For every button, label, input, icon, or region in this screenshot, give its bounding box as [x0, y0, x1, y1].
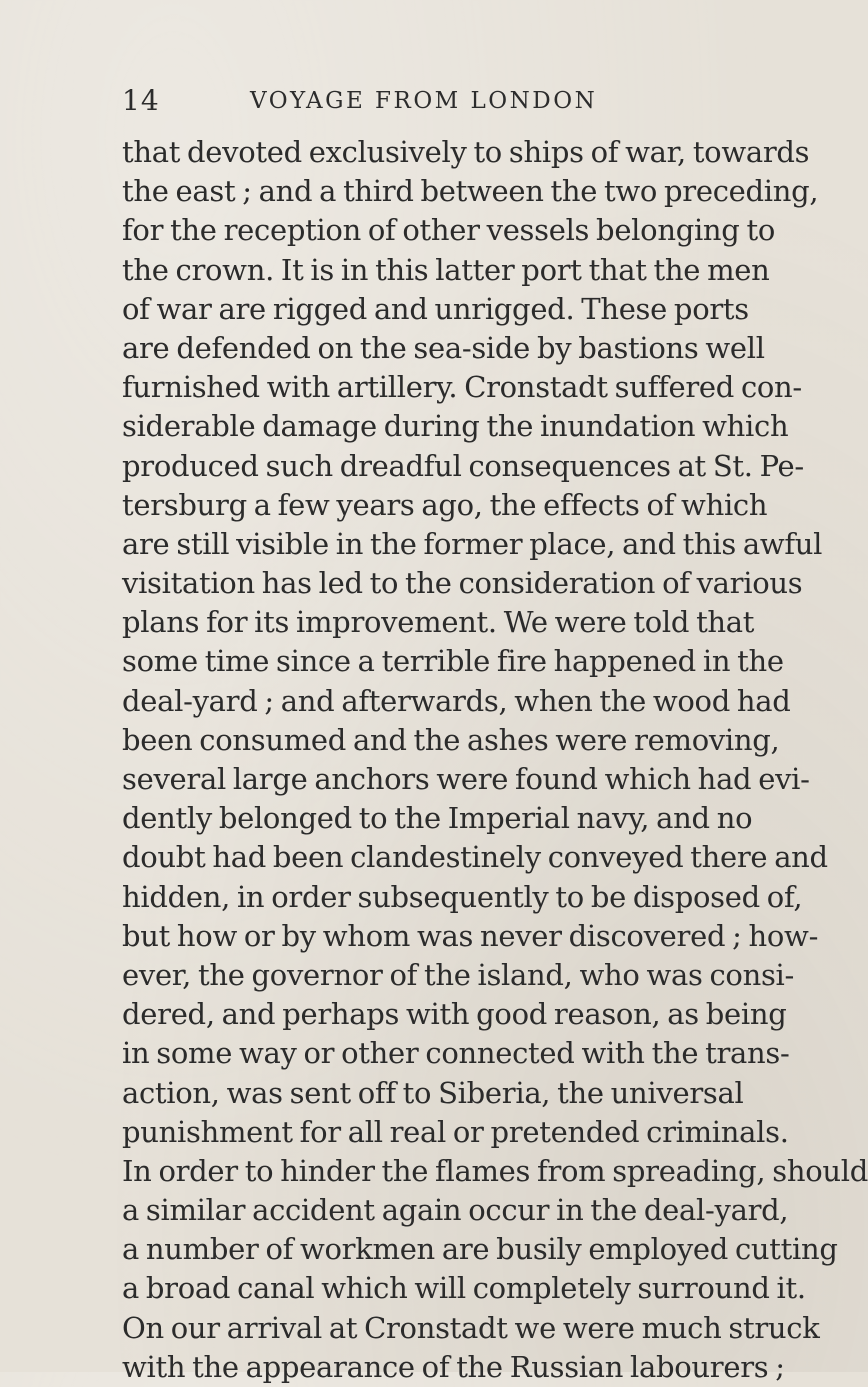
running-head — [122, 84, 722, 124]
text-line: produced such dreadful consequences at St. Pe- — [122, 448, 804, 483]
text-line: are defended on the sea-side by bastions well — [122, 330, 765, 365]
text-line: of war are rigged and unrigged. These ports — [122, 291, 749, 326]
text-line: a similar accident again occur in the deal-yard, — [122, 1193, 789, 1228]
text-line: visitation has led to the consideration of various — [122, 566, 803, 601]
text-line: been consumed and the ashes were removing, — [122, 722, 780, 757]
text-line: a broad canal which will completely surround it. — [122, 1271, 806, 1306]
text-line: tersburg a few years ago, the effects of which — [122, 487, 768, 522]
text-line: but how or by whom was never discovered ; how- — [122, 918, 819, 953]
text-line: hidden, in order subsequently to be disposed of, — [122, 879, 803, 914]
page-number: 14 — [122, 84, 160, 117]
running-title: VOYAGE FROM LONDON — [250, 88, 598, 114]
text-line: a number of workmen are busily employed cutting — [122, 1232, 838, 1267]
text-line: doubt had been clandestinely conveyed there and — [122, 840, 828, 875]
text-line: action, was sent off to Siberia, the universal — [122, 1075, 744, 1110]
text-line: On our arrival at Cronstadt we were much struck — [122, 1310, 820, 1345]
text-line: punishment for all real or pretended criminals. — [122, 1114, 789, 1149]
text-line: with the appearance of the Russian labourers ; — [122, 1349, 785, 1384]
body-text — [122, 133, 868, 1387]
text-line: dered, and perhaps with good reason, as being — [122, 997, 787, 1032]
text-line: the crown. It is in this latter port that the men — [122, 252, 770, 287]
text-line: some time since a terrible fire happened in the — [122, 644, 784, 679]
text-line: are still visible in the former place, and this awful — [122, 526, 823, 561]
text-line: plans for its improvement. We were told that — [122, 605, 755, 640]
text-line: the east ; and a third between the two preceding, — [122, 174, 819, 209]
text-line: for the reception of other vessels belonging to — [122, 213, 776, 248]
text-line: dently belonged to the Imperial navy, and no — [122, 801, 753, 836]
text-line: deal-yard ; and afterwards, when the wood had — [122, 683, 791, 718]
text-line: that devoted exclusively to ships of war, towards — [122, 135, 810, 169]
text-line: siderable damage during the inundation which — [122, 409, 789, 444]
text-line: several large anchors were found which had evi- — [122, 762, 810, 796]
text-line: furnished with artillery. Cronstadt suffered con- — [122, 370, 802, 405]
text-line: ever, the governor of the island, who was consi- — [122, 957, 795, 992]
text-line: In order to hinder the flames from spreading, should — [122, 1153, 868, 1188]
text-line: in some way or other connected with the trans- — [122, 1036, 790, 1071]
